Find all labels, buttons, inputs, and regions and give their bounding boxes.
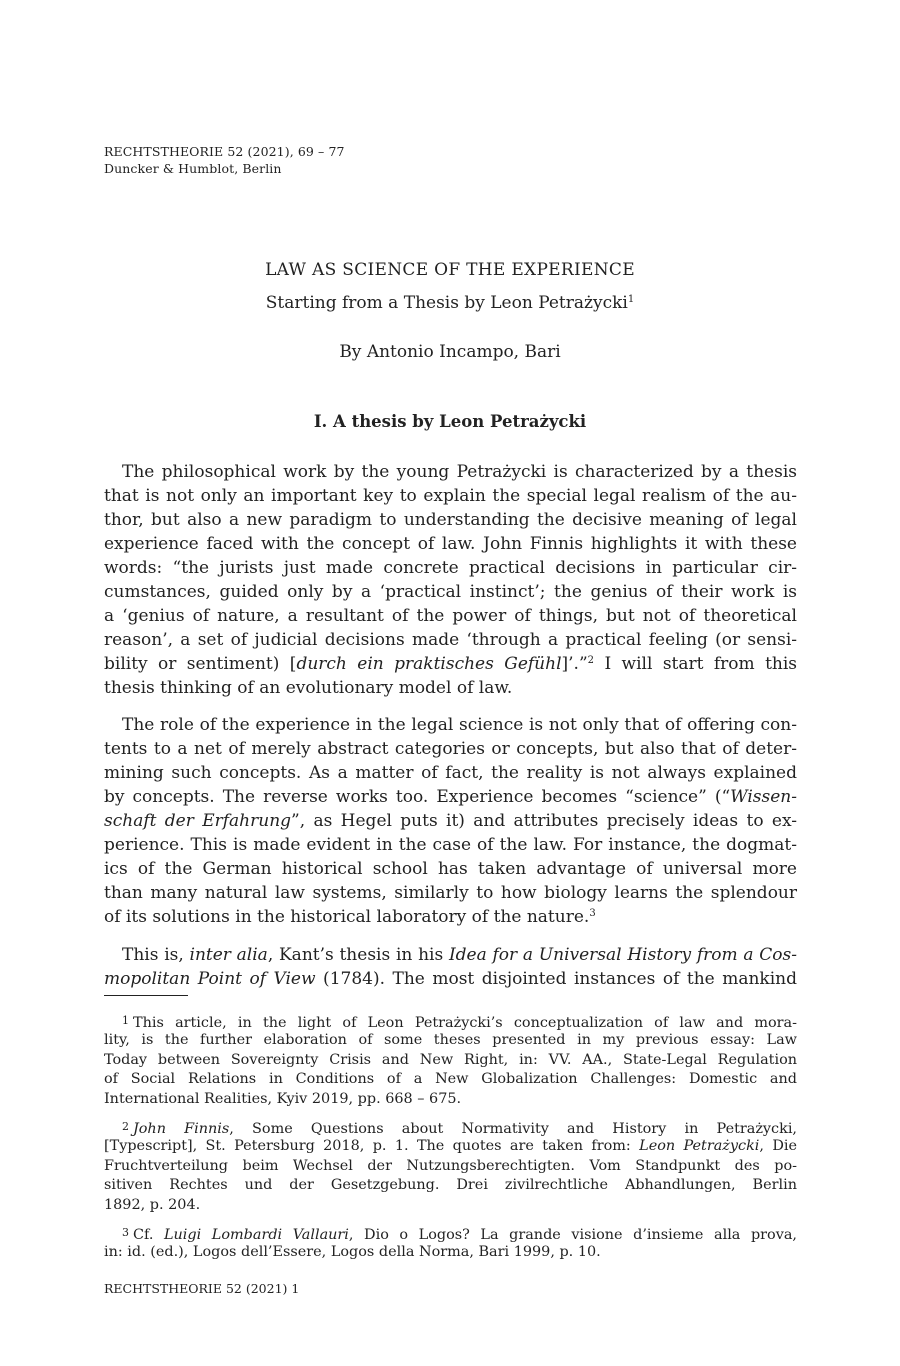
paragraph-line: tents to a net of merely abstract categories or concepts, but also that of deter- xyxy=(104,739,797,759)
footnote-number: 1 xyxy=(122,1014,129,1027)
footnote-separator xyxy=(104,995,188,996)
footnote-line: of Social Relations in Conditions of a New Globalization Challenges: Domestic and xyxy=(104,1071,797,1087)
section-heading: I. A thesis by Leon Petrażycki xyxy=(313,412,587,431)
paragraph-line: thor, but also a new paradigm to understanding the decisive meaning of legal xyxy=(104,510,797,530)
footnote-line: Today between Sovereignty Crisis and New Right, in: VV. AA., State-Legal Regulation xyxy=(104,1052,797,1068)
paragraph-line: that is not only an important key to explain the special legal realism of the au- xyxy=(104,486,797,506)
paragraph-line: The philosophical work by the young Petrażycki is characterized by a thesis xyxy=(122,462,797,482)
footnote-ref-1[interactable]: 1 xyxy=(627,294,635,305)
paragraph-line: a ‘genius of nature, a resultant of the power of things, but not of theoretical xyxy=(104,606,797,626)
paragraph-line: reason’, a set of judicial decisions made ‘through a practical feeling (or sensi- xyxy=(104,630,797,650)
footnote-ref-3[interactable]: 3 xyxy=(589,908,596,919)
footnote-number: 3 xyxy=(122,1226,129,1239)
paragraph-line: The role of the experience in the legal science is not only that of offering con- xyxy=(122,715,797,735)
paragraph-line: experience faced with the concept of law. John Finnis highlights it with these xyxy=(104,534,797,554)
publisher-line: Duncker & Humblot, Berlin xyxy=(104,161,282,176)
journal-citation: RECHTSTHEORIE 52 (2021), 69 – 77 xyxy=(104,144,345,159)
footnote-line: in: id. (ed.), Logos dell’Essere, Logos della Norma, Bari 1999, p. 10. xyxy=(104,1244,601,1260)
footnote-line: International Realities, Kyiv 2019, pp. 668 – 675. xyxy=(104,1091,462,1107)
article-subtitle: Starting from a Thesis by Leon Petrażycki$^1$ xyxy=(265,293,635,313)
footnote-line: sitiven Rechtes und der Gesetzgebung. Drei zivilrechtliche Abhandlungen, Berlin xyxy=(104,1177,797,1193)
footnote-ref-2[interactable]: 2 xyxy=(587,655,595,666)
footnote-line: [Typescript], St. Petersburg 2018, p. 1. The quotes are taken from: Leon Petrażycki, Die xyxy=(104,1138,797,1154)
paragraph-line: mopolitan Point of View (1784). The most disjointed instances of the mankind xyxy=(104,969,797,989)
paragraph-line: ics of the German historical school has taken advantage of universal more xyxy=(104,859,797,879)
paragraph-line: cumstances, guided only by a ‘practical instinct’; the genius of their work is xyxy=(104,582,797,602)
paragraph-line: than many natural law systems, similarly to how biology learns the splendour xyxy=(104,883,797,903)
footnote-number: 2 xyxy=(122,1120,129,1133)
paragraph-line: This is, inter alia, Kant’s thesis in his Idea for a Universal History from a Cos- xyxy=(122,945,797,965)
paragraph-line: thesis thinking of an evolutionary model of law. xyxy=(104,678,513,698)
article-title: LAW AS SCIENCE OF THE EXPERIENCE xyxy=(265,260,635,280)
footnote-line: lity, is the further elaboration of some theses presented in my previous essay: Law xyxy=(104,1032,797,1048)
footnote-line: $^2$ John Finnis, Some Questions about Normativity and History in Petrażycki, xyxy=(122,1120,798,1137)
paragraph-line: of its solutions in the historical laboratory of the nature.$^3$ xyxy=(104,907,596,927)
paragraph-line: perience. This is made evident in the case of the law. For instance, the dogmat- xyxy=(104,835,797,855)
author-line: By Antonio Incampo, Bari xyxy=(339,342,561,362)
footnote-line: $^3$ Cf. Luigi Lombardi Vallauri, Dio o Logos? La grande visione d’insieme alla prova, xyxy=(122,1226,797,1243)
running-footer: RECHTSTHEORIE 52 (2021) 1 xyxy=(104,1281,300,1296)
paragraph-line: mining such concepts. As a matter of fact, the reality is not always explained xyxy=(104,763,797,783)
paragraph-line: schaft der Erfahrung”, as Hegel puts it) and attributes precisely ideas to ex- xyxy=(104,811,797,831)
paragraph-line: by concepts. The reverse works too. Experience becomes “science” (“Wissen- xyxy=(104,787,797,807)
paragraph-line: words: “the jurists just made concrete practical decisions in particular cir- xyxy=(104,558,797,578)
paragraph-line: bility or sentiment) [durch ein praktisches Gefühl]’.”$^2$ I will start from this xyxy=(104,654,798,674)
footnote-line: $^1$ This article, in the light of Leon Petrażycki’s conceptualization of law and mora- xyxy=(122,1014,797,1031)
footnote-line: 1892, p. 204. xyxy=(104,1197,201,1213)
footnote-line: Fruchtverteilung beim Wechsel der Nutzungsberechtigten. Vom Standpunkt des po- xyxy=(104,1158,797,1174)
